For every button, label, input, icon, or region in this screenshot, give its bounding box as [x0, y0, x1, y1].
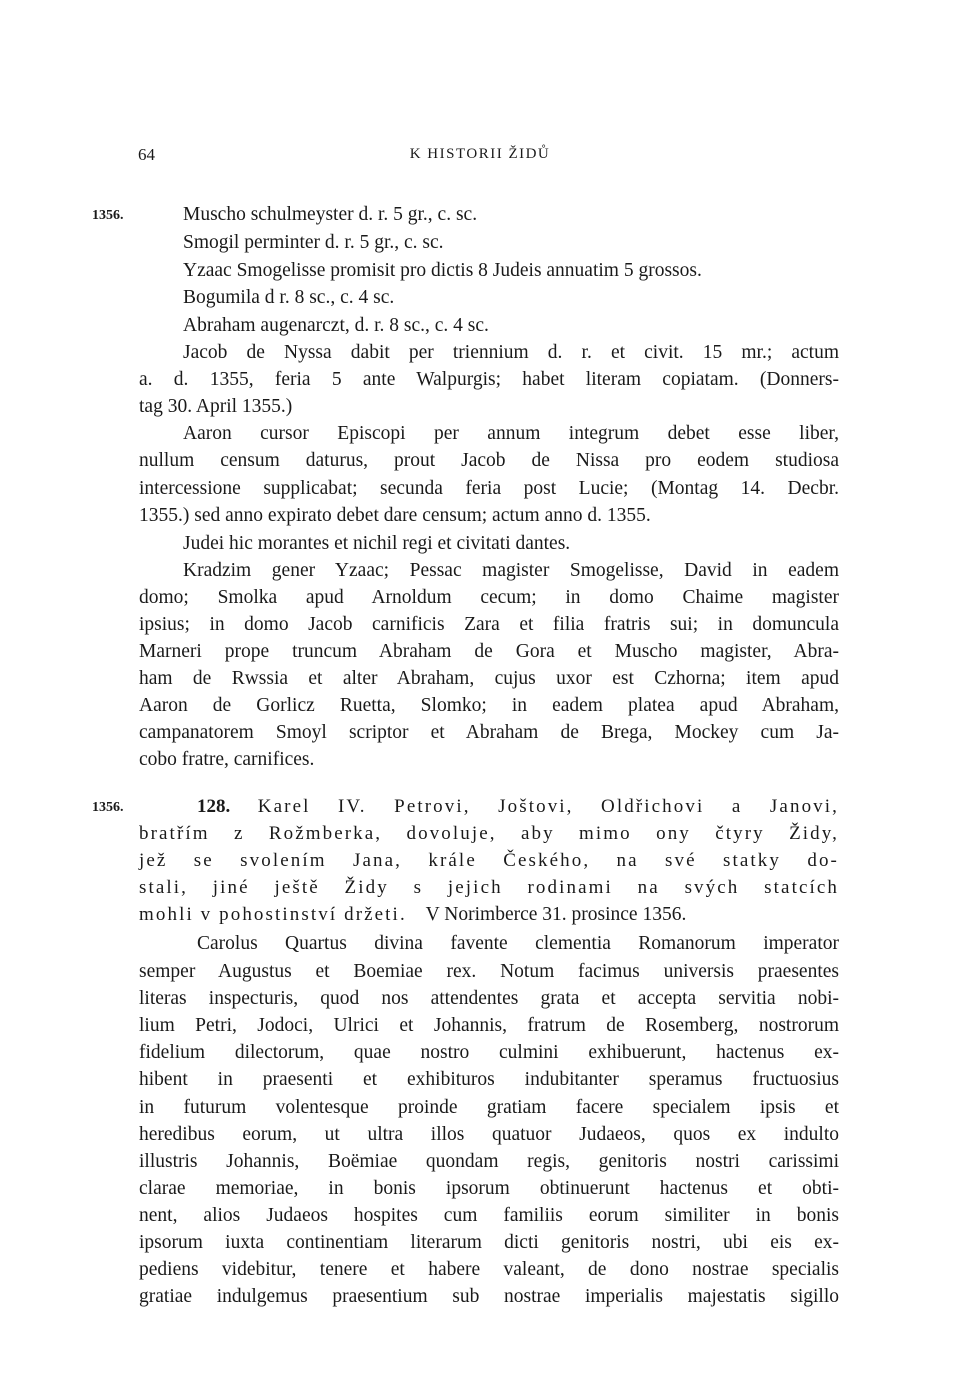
- text-line: gratiae indulgemus praesentium sub nostrae imperialis majestatis sigillo: [139, 1286, 839, 1307]
- text-line: nent, alios Judaeos hospites cum familiis eorum similiter in bonis: [139, 1205, 839, 1226]
- regest-first: Karel IV. Petrovi, Joštovi, Oldřichovi a Janovi,: [257, 796, 839, 817]
- text-line: campanatorem Smoyl scriptor et Abraham de Brega, Mockey cum Ja-: [139, 722, 839, 743]
- text-line: domo; Smolka apud Arnoldum cecum; in domo Chaime magister: [139, 587, 839, 608]
- document-number: 128.: [197, 796, 231, 817]
- text-line: pediens videbitur, tenere et habere valeant, de dono nostrae specialis: [139, 1259, 839, 1280]
- section1-year: 1356.: [92, 208, 124, 223]
- text-line: Bogumila d r. 8 sc., c. 4 sc.: [183, 287, 395, 308]
- text-line: Jacob de Nyssa dabit per triennium d. r. et civit. 15 mr.; actum: [183, 342, 839, 363]
- text-line: fidelium dilectorum, quae nostro culmini exhibuerunt, hactenus ex-: [139, 1042, 839, 1063]
- text-line: ipsius; in domo Jacob carnificis Zara et filia fratris sui; in domuncula: [139, 614, 839, 635]
- page-number: 64: [138, 145, 155, 164]
- regest-line: [139, 901, 839, 928]
- text-line: intercessione supplicabat; secunda feria post Lucie; (Montag 14. Decbr.: [139, 478, 839, 499]
- regest-line: stali, jiné ještě Židy s jejich rodinami na svých statcích: [139, 877, 839, 898]
- place-date: V Norimberce 31. prosince 1356.: [425, 904, 687, 925]
- text-line: Carolus Quartus divina favente clementia Romanorum imperator: [197, 933, 839, 954]
- text-line: literas inspecturis, quod nos attendentes grata et accepta servitia nobi-: [139, 988, 839, 1009]
- text-line: lium Petri, Jodoci, Ulrici et Johannis, fratrum de Rosemberg, nostrorum: [139, 1015, 839, 1036]
- regest-line: jež se svolením Jana, krále Českého, na své statky do-: [139, 850, 839, 871]
- text-line: Kradzim gener Yzaac; Pessac magister Smogelisse, David in eadem: [183, 560, 839, 581]
- text-line: 1355.) sed anno expirato debet dare censum; actum anno d. 1355.: [139, 505, 651, 526]
- text-line: semper Augustus et Boemiae rex. Notum facimus universis praesentes: [139, 961, 839, 982]
- text-line: Aaron cursor Episcopi per annum integrum debet esse liber,: [183, 423, 839, 444]
- text-line: in futurum volentesque proinde gratiam facere specialem ipsis et: [139, 1097, 839, 1118]
- text-line: Judei hic morantes et nichil regi et civitati dantes.: [183, 533, 571, 554]
- text-line: ipsorum iuxta continentiam literarum dicti genitoris nostri, ubi eis ex-: [139, 1232, 839, 1253]
- text-line: a. d. 1355, feria 5 ante Walpurgis; habet literam copiatam. (Donners-: [139, 369, 839, 390]
- text-line: cobo fratre, carnifices.: [139, 749, 315, 770]
- text-line: Aaron de Gorlicz Ruetta, Slomko; in eadem platea apud Abraham,: [139, 695, 839, 716]
- regest-last: mohli v pohostinství držeti.: [139, 904, 407, 925]
- text-line: tag 30. April 1355.): [139, 396, 293, 417]
- text-line: Abraham augenarczt, d. r. 8 sc., c. 4 sc.: [183, 315, 489, 336]
- text-line: ham de Rwssia et alter Abraham, cujus uxor est Czhorna; item apud: [139, 668, 839, 689]
- text-line: Marneri prope truncum Abraham de Gora et Muscho magister, Abra-: [139, 641, 839, 662]
- section2-year: 1356.: [92, 800, 124, 815]
- text-line: illustris Johannis, Boëmiae quondam regis, genitoris nostri carissimi: [139, 1151, 839, 1172]
- regest-line: bratřím z Rožmberka, dovoluje, aby mimo ony čtyry Židy,: [139, 823, 839, 844]
- text-line: nullum censum daturus, prout Jacob de Nissa pro eodem studiosa: [139, 450, 839, 471]
- text-line: Muscho schulmeyster d. r. 5 gr., c. sc.: [183, 204, 478, 225]
- regest-line: [197, 793, 839, 820]
- text-line: Smogil perminter d. r. 5 gr., c. sc.: [183, 232, 444, 253]
- text-line: hibent in praesenti et exhibituros indubitanter speramus fructuosius: [139, 1069, 839, 1090]
- running-head: K HISTORII ŽIDŮ: [409, 146, 551, 162]
- text-line: Yzaac Smogelisse promisit pro dictis 8 Judeis annuatim 5 grossos.: [183, 260, 702, 281]
- text-line: heredibus eorum, ut ultra illos quatuor Judaeos, quos ex indulto: [139, 1124, 839, 1145]
- text-line: clarae memoriae, in bonis ipsorum obtinuerunt hactenus et obti-: [139, 1178, 839, 1199]
